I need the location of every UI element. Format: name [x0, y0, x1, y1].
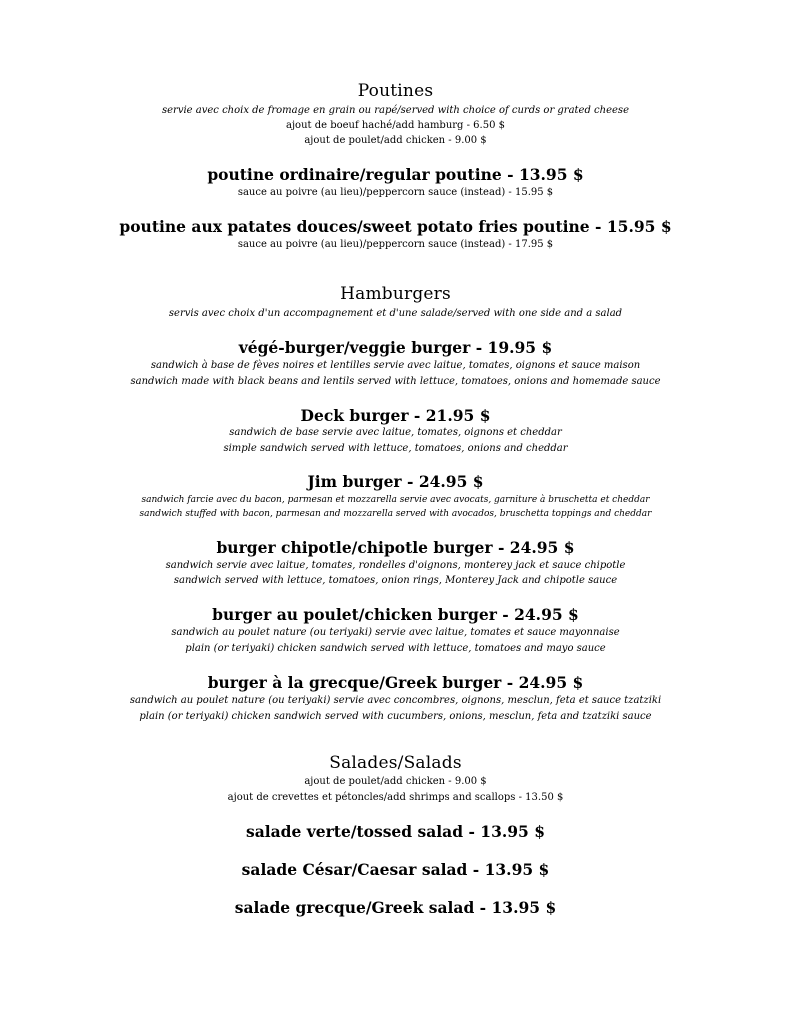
menu-item-jim-burger-desc-fr: sandwich farcie avec du bacon, parmesan et mozzarella servie avec avocats, garniture à bruschetta et cheddar [141, 495, 650, 505]
menu-item-veggie-burger-desc-en: sandwich made with black beans and lentils served with lettuce, tomatoes, onions and homemade sauce [130, 376, 661, 387]
poutines-section-title: Poutines [357, 81, 434, 101]
menu-item-tossed-salad: salade verte/tossed salad - 13.95 $ [245, 822, 546, 841]
menu-item-deck-burger: Deck burger - 21.95 $ [300, 406, 491, 425]
menu-item-regular-poutine-note: sauce au poivre (au lieu)/peppercorn sauce (instead) - 15.95 $ [237, 187, 554, 198]
menu-item-chipotle-burger-desc-en: sandwich served with lettuce, tomatoes, onion rings, Monterey Jack and chipotle sauce [173, 575, 618, 586]
menu-item-greek-salad: salade grecque/Greek salad - 13.95 $ [234, 898, 557, 917]
menu-item-sweet-potato-poutine-note: sauce au poivre (au lieu)/peppercorn sauce (instead) - 17.95 $ [237, 239, 554, 250]
poutines-subtitle: servie avec choix de fromage en grain ou rapé/served with choice of curds or grated cheese [161, 105, 629, 116]
menu-item-greek-burger-desc-fr: sandwich au poulet nature (ou teriyaki) servie avec concombres, oignons, mesclun, feta et sauce tzatziki [129, 695, 662, 706]
menu-item-jim-burger: Jim burger - 24.95 $ [307, 472, 484, 491]
menu-item-veggie-burger: végé-burger/veggie burger - 19.95 $ [238, 338, 553, 357]
menu-item-chipotle-burger-desc-fr: sandwich servie avec laitue, tomates, rondelles d'oignons, monterey jack et sauce chipotle [165, 560, 626, 571]
salads-section-title: Salades/Salads [329, 753, 462, 773]
menu-item-chicken-burger-desc-fr: sandwich au poulet nature (ou teriyaki) servie avec laitue, tomates et sauce mayonnaise [171, 627, 620, 638]
menu-item-deck-burger-desc-fr: sandwich de base servie avec laitue, tomates, oignons et cheddar [229, 427, 562, 438]
hamburgers-subtitle: servis avec choix d'un accompagnement et d'une salade/served with one side and a salad [168, 308, 623, 319]
poutines-addon-beef: ajout de boeuf haché/add hamburg - 6.50 $ [285, 120, 505, 131]
menu-item-chicken-burger: burger au poulet/chicken burger - 24.95 $ [212, 605, 579, 624]
salads-addon-chicken: ajout de poulet/add chicken - 9.00 $ [304, 776, 487, 787]
salads-addon-seafood: ajout de crevettes et pétoncles/add shrimps and scallops - 13.50 $ [227, 792, 564, 803]
menu-item-chipotle-burger: burger chipotle/chipotle burger - 24.95 $ [216, 538, 575, 557]
menu-item-regular-poutine: poutine ordinaire/regular poutine - 13.95 $ [207, 165, 584, 184]
menu-item-caesar-salad: salade César/Caesar salad - 13.95 $ [241, 860, 550, 879]
poutines-addon-chicken: ajout de poulet/add chicken - 9.00 $ [304, 135, 487, 146]
menu-item-jim-burger-desc-en: sandwich stuffed with bacon, parmesan and mozzarella served with avocados, bruschetta toppings and cheddar [139, 509, 652, 519]
menu-item-greek-burger-desc-en: plain (or teriyaki) chicken sandwich served with cucumbers, onions, mesclun, feta and tzatziki sauce [139, 711, 652, 722]
menu-item-sweet-potato-poutine: poutine aux patates douces/sweet potato fries poutine - 15.95 $ [119, 217, 672, 236]
menu-item-chicken-burger-desc-en: plain (or teriyaki) chicken sandwich served with lettuce, tomatoes and mayo sauce [185, 643, 606, 654]
menu-item-greek-burger: burger à la grecque/Greek burger - 24.95 $ [207, 673, 584, 692]
hamburgers-section-title: Hamburgers [340, 284, 451, 304]
menu-item-veggie-burger-desc-fr: sandwich à base de fèves noires et lentilles servie avec laitue, tomates, oignons et sauce maison [150, 360, 641, 371]
menu-item-deck-burger-desc-en: simple sandwich served with lettuce, tomatoes, onions and cheddar [223, 443, 568, 454]
